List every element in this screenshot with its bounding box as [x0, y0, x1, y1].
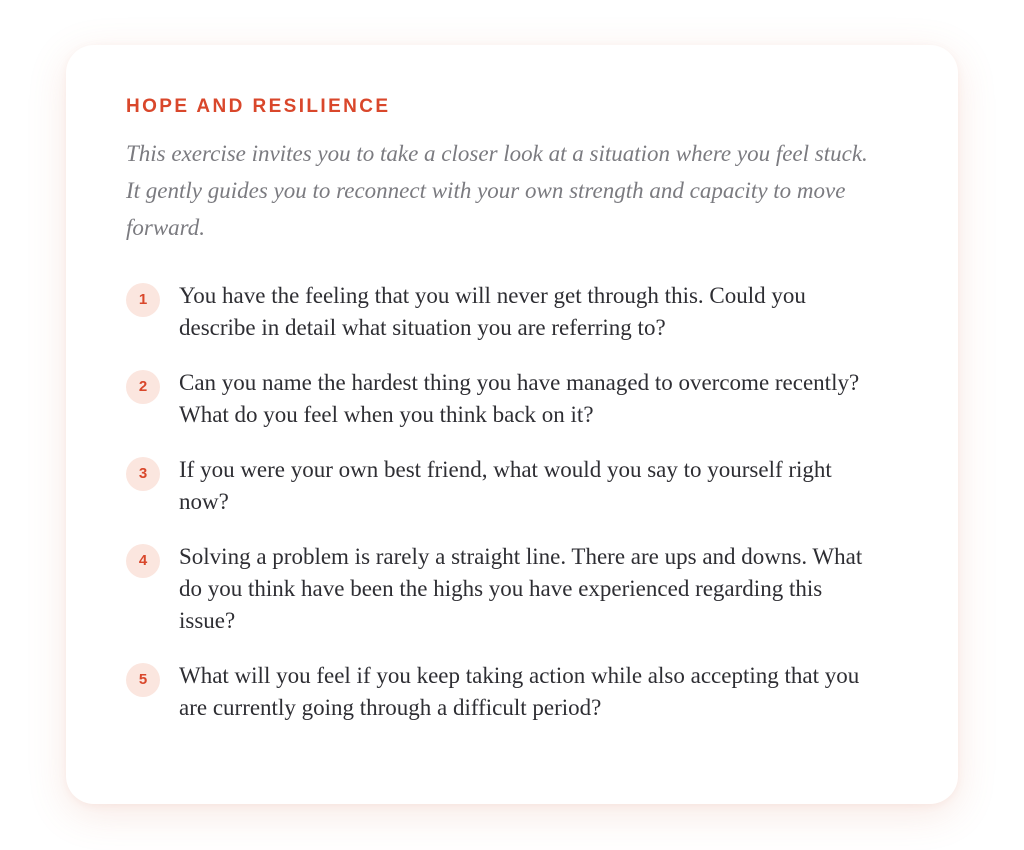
step-number-badge: 2 — [126, 370, 160, 404]
step-number-badge: 1 — [126, 283, 160, 317]
step-number-badge: 5 — [126, 663, 160, 697]
question-item-5 — [126, 660, 898, 724]
question-item-1 — [126, 280, 898, 344]
step-number-badge: 3 — [126, 457, 160, 491]
question-text: Can you name the hardest thing you have managed to overcome recently? What do you feel when you think back on it? — [179, 370, 860, 427]
step-number-badge: 4 — [126, 544, 160, 578]
exercise-intro: This exercise invites you to take a closer look at a situation where you feel stuck. It gently guides you to reconnect with your own strength and capacity to move forward. — [126, 141, 868, 240]
exercise-card — [66, 45, 958, 804]
question-text: If you were your own best friend, what would you say to yourself right now? — [179, 457, 832, 514]
exercise-title: HOPE AND RESILIENCE — [126, 96, 391, 117]
question-item-2 — [126, 367, 898, 431]
question-text: You have the feeling that you will never get through this. Could you describe in detail what situation you are referring to? — [179, 283, 806, 340]
question-list — [126, 280, 898, 724]
question-item-3 — [126, 454, 898, 518]
question-text: What will you feel if you keep taking action while also accepting that you are currently going through a difficult period? — [179, 663, 860, 720]
question-text: Solving a problem is rarely a straight line. There are ups and downs. What do you think have been the highs you have experienced regarding this issue? — [179, 544, 863, 633]
question-item-4 — [126, 541, 898, 637]
